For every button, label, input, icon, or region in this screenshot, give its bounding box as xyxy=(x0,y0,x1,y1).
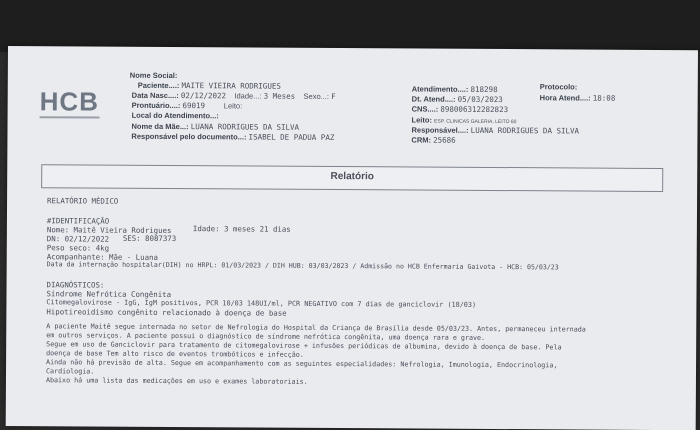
leito-row xyxy=(412,115,517,125)
report-paragraph-line: A paciente Maitê segue internada no setor de Nefrologia do Hospital da Criança de Brasília desde 05/03/23. Antes, permaneceu internada xyxy=(46,322,586,334)
local-atendimento-label: Local do Atendimento...: xyxy=(131,110,219,121)
report-paragraph-line: Segue em uso de Ganciclovir para tratamento de citomegalovirose + infusões periódicas de albumina, devido à doença de base. Pela xyxy=(46,340,562,352)
responsavel-value: LUANA RODRIGUES DA SILVA xyxy=(470,125,580,136)
leito-value: ESP. CLINICAS GALERIA, LEITO 60 xyxy=(434,118,517,126)
report-title-box xyxy=(41,164,663,192)
diagnosis-item: Síndrome Nefrótica Congênita xyxy=(46,289,172,300)
idade-label: Idade...: xyxy=(234,91,262,101)
responsavel-row xyxy=(411,125,579,135)
mae-label: Nome da Mãe...: xyxy=(131,121,189,132)
nome-social-label: Nome Social: xyxy=(129,70,178,81)
paciente-value: MAITE VIEIRA RODRIGUES xyxy=(181,81,281,91)
dt-atend-label: Dt. Atend....: xyxy=(411,94,456,104)
cns-value: 898006312282823 xyxy=(440,104,509,115)
report-title: Relatório xyxy=(330,170,374,183)
dn-line: DN: 02/12/2022 xyxy=(46,234,110,244)
crm-value: 25686 xyxy=(433,135,456,145)
paciente-label: Paciente....: xyxy=(137,80,180,91)
cns-label: CNS....: xyxy=(411,104,439,114)
hora-atend-value: 18:08 xyxy=(592,93,616,103)
responsavel-doc-row xyxy=(131,132,334,142)
logo-underline xyxy=(40,116,100,118)
report-paragraph-line: em outros serviços. A paciente possui o diagnóstico de síndrome nefrótica congênita, uma doença rara e grave. xyxy=(46,331,486,342)
responsavel-doc-value: ISABEL DE PADUA PAZ xyxy=(248,132,335,142)
medical-report-page xyxy=(6,46,698,430)
identification-heading: #IDENTIFICAÇÃO xyxy=(46,216,110,226)
idade-value: 3 Meses xyxy=(263,91,296,101)
dt-atend-value: 05/03/2023 xyxy=(457,94,503,105)
report-paragraph-line: Abaixo há uma lista das medicações em uso e exames laboratoriais. xyxy=(45,376,308,386)
diagnosis-item: Hipotireoidismo congênito relacionado à doença de base xyxy=(46,307,287,318)
patient-name-line: Nome: Maitê Vieira Rodrigues xyxy=(46,225,172,236)
crm-row xyxy=(411,135,455,144)
data-nasc-value: 02/12/2022 xyxy=(180,91,227,101)
mae-row xyxy=(131,122,299,132)
report-paragraph-line: doença de base Tem alto risco de eventos trombóticos e infecção. xyxy=(46,349,304,359)
leito-small-label: Leito: xyxy=(223,101,243,111)
report-paragraph-line: Cardiologia. xyxy=(45,367,95,376)
photo-dark-background xyxy=(0,0,700,52)
diagnosis-item: Citomegalovirose - IgG, IgM positivos, PCR 10/03 148UI/ml, PCR NEGATIVO com 7 dias de ganciclovir (18/03) xyxy=(46,298,477,309)
dt-atend-row xyxy=(412,94,503,104)
report-paragraph-line: Ainda não há previsão de alta. Segue em acompanhamento com as seguintes especialidades: Nefrologia, Imunologia, Endocrinologia, xyxy=(46,358,558,370)
hora-atend-label: Hora Atend....: xyxy=(539,93,591,103)
protocolo-label: Protocolo: xyxy=(539,82,578,92)
acompanhante-line: Acompanhante: Mãe - Luana xyxy=(46,252,158,262)
responsavel-doc-label: Responsável pelo documento...: xyxy=(131,131,247,142)
cns-row xyxy=(412,104,509,114)
paciente-row xyxy=(138,81,281,91)
doc-type: RELATÓRIO MÉDICO xyxy=(47,196,119,206)
atendimento-value: 818298 xyxy=(470,84,498,94)
ses-line: SES: 8087373 xyxy=(122,233,177,244)
internacao-line: Data da internação hospitalar(DIH) no HRPL: 01/03/2023 / DIH HUB: 03/03/2023 / Admissão no HCB Enfermaria Gaivota - HCB: 05/03/23 xyxy=(46,260,559,272)
prontuario-label: Prontuário....: xyxy=(131,100,181,111)
prontuario-row xyxy=(132,101,243,111)
responsavel-label: Responsável....: xyxy=(411,125,469,135)
atendimento-row xyxy=(412,84,498,94)
crm-label: CRM: xyxy=(411,135,432,145)
hora-atend-row xyxy=(540,93,616,102)
atendimento-label: Atendimento....: xyxy=(411,84,469,94)
diagnoses-heading: DIAGNÓSTICOS: xyxy=(46,280,105,290)
leito-label: Leito: xyxy=(411,115,433,125)
patient-age-line: Idade: 3 meses 21 dias xyxy=(192,224,291,234)
sexo-label: Sexo...: xyxy=(303,91,330,101)
hcb-logo: HCB xyxy=(39,86,100,117)
data-nasc-row xyxy=(132,91,336,101)
peso-line: Peso seco: 4kg xyxy=(46,243,110,253)
data-nasc-label: Data Nasc....: xyxy=(131,90,179,101)
mae-value: LUANA RODRIGUES DA SILVA xyxy=(190,122,300,132)
sexo-value: F xyxy=(331,91,336,102)
prontuario-value: 69019 xyxy=(182,101,206,111)
